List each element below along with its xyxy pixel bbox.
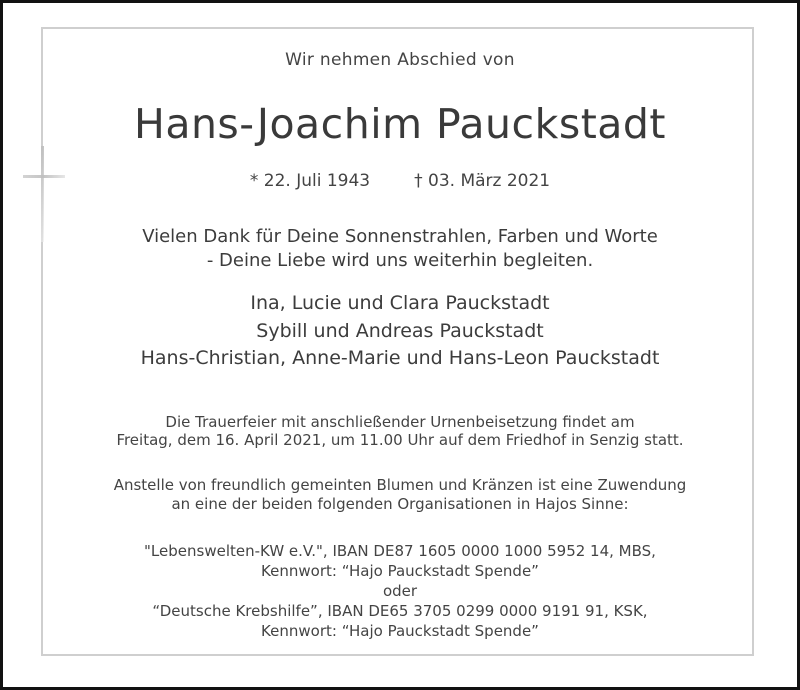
mourner-line: Ina, Lucie und Clara Pauckstadt bbox=[250, 292, 550, 314]
organisation-line: “Deutsche Krebshilfe”, IBAN DE65 3705 0299 0000 9191 91, KSK, bbox=[152, 602, 648, 620]
organisation-line: Kennwort: “Hajo Pauckstadt Spende” bbox=[261, 622, 539, 640]
mourner-line: Hans-Christian, Anne-Marie und Hans-Leon Pauckstadt bbox=[140, 347, 660, 369]
birth-date: * 22. Juli 1943 bbox=[249, 171, 371, 191]
funeral-info-line: Die Trauerfeier mit anschließender Urnenbeisetzung findet am bbox=[165, 413, 635, 431]
death-date: † 03. März 2021 bbox=[414, 171, 551, 191]
organisation-line: oder bbox=[382, 582, 418, 600]
deceased-name: Hans-Joachim Pauckstadt bbox=[133, 100, 666, 148]
organisation-line: "Lebenswelten-KW e.V.", IBAN DE87 1605 0000 1000 5952 14, MBS, bbox=[144, 542, 656, 560]
intro-text: Wir nehmen Abschied von bbox=[285, 50, 515, 70]
donation-note-line: an eine der beiden folgenden Organisationen in Hajos Sinne: bbox=[171, 495, 629, 513]
life-dates bbox=[0, 171, 800, 191]
organisation-line: Kennwort: “Hajo Pauckstadt Spende” bbox=[261, 562, 539, 580]
funeral-info-line: Freitag, dem 16. April 2021, um 11.00 Uhr auf dem Friedhof in Senzig statt. bbox=[116, 431, 684, 449]
mourner-line: Sybill und Andreas Pauckstadt bbox=[256, 320, 544, 342]
dedication-line: - Deine Liebe wird uns weiterhin begleiten. bbox=[206, 250, 594, 271]
donation-note-line: Anstelle von freundlich gemeinten Blumen und Kränzen ist eine Zuwendung bbox=[113, 476, 687, 494]
dedication-line: Vielen Dank für Deine Sonnenstrahlen, Farben und Worte bbox=[142, 226, 658, 247]
